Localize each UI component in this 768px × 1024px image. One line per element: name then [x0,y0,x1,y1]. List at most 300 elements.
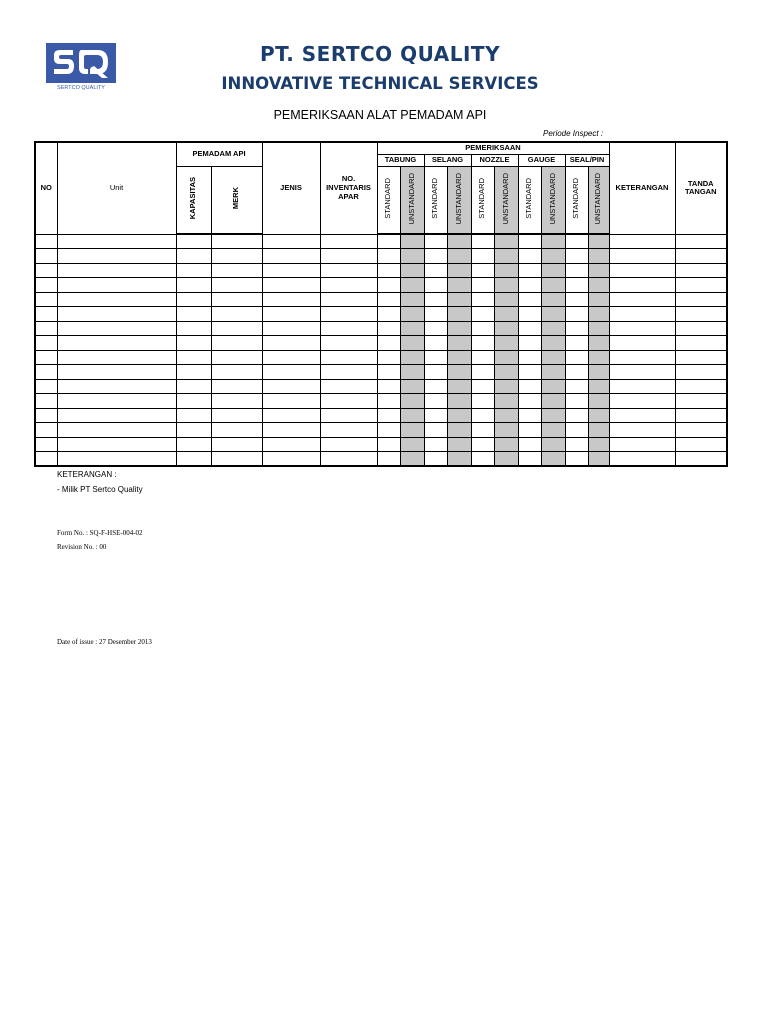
table-cell[interactable] [494,292,518,307]
table-cell[interactable] [57,379,176,394]
table-cell[interactable] [494,452,518,467]
table-cell[interactable] [518,321,541,336]
table-cell[interactable] [57,408,176,423]
table-cell[interactable] [471,278,494,293]
table-cell[interactable] [35,336,57,351]
table-cell[interactable] [588,307,609,322]
table-cell[interactable] [541,350,565,365]
table-cell[interactable] [675,336,727,351]
table-cell[interactable] [262,408,320,423]
table-cell[interactable] [35,263,57,278]
table-cell[interactable] [609,350,675,365]
table-cell[interactable] [176,307,211,322]
table-cell[interactable] [494,321,518,336]
table-cell[interactable] [588,394,609,409]
table-cell[interactable] [211,379,262,394]
table-cell[interactable] [565,321,588,336]
header-gauge: GAUGE [518,154,565,166]
table-cell[interactable] [176,437,211,452]
table-cell[interactable] [262,234,320,249]
table-cell[interactable] [400,379,424,394]
table-cell[interactable] [471,350,494,365]
table-cell[interactable] [518,394,541,409]
table-cell[interactable] [57,249,176,264]
table-cell[interactable] [588,437,609,452]
table-row [35,437,727,452]
table-cell[interactable] [211,234,262,249]
table-cell[interactable] [588,321,609,336]
table-cell[interactable] [471,452,494,467]
table-cell[interactable] [320,307,377,322]
table-cell[interactable] [565,292,588,307]
table-cell[interactable] [609,379,675,394]
table-cell[interactable] [541,452,565,467]
table-cell[interactable] [176,394,211,409]
table-cell[interactable] [424,379,447,394]
table-cell[interactable] [262,336,320,351]
table-cell[interactable] [377,263,400,278]
table-cell[interactable] [541,278,565,293]
table-cell[interactable] [320,278,377,293]
table-cell[interactable] [609,408,675,423]
table-cell[interactable] [447,249,471,264]
table-cell[interactable] [565,336,588,351]
table-cell[interactable] [609,307,675,322]
table-cell[interactable] [471,394,494,409]
table-cell[interactable] [176,234,211,249]
table-cell[interactable] [565,452,588,467]
table-cell[interactable] [471,307,494,322]
table-cell[interactable] [447,350,471,365]
table-cell[interactable] [57,452,176,467]
table-cell[interactable] [176,336,211,351]
table-cell[interactable] [518,350,541,365]
table-cell[interactable] [211,249,262,264]
table-cell[interactable] [320,234,377,249]
table-cell[interactable] [211,278,262,293]
table-cell[interactable] [57,307,176,322]
table-cell[interactable] [518,263,541,278]
header-no: NO [35,142,57,234]
table-cell[interactable] [211,408,262,423]
table-cell[interactable] [675,350,727,365]
table-cell[interactable] [400,307,424,322]
table-cell[interactable] [320,292,377,307]
table-cell[interactable] [541,394,565,409]
table-cell[interactable] [494,379,518,394]
table-cell[interactable] [447,423,471,438]
table-cell[interactable] [57,321,176,336]
table-cell[interactable] [541,408,565,423]
table-cell[interactable] [675,365,727,380]
table-cell[interactable] [320,437,377,452]
table-cell[interactable] [424,336,447,351]
table-cell[interactable] [518,365,541,380]
table-cell[interactable] [494,365,518,380]
table-cell[interactable] [424,234,447,249]
table-cell[interactable] [675,249,727,264]
table-cell[interactable] [320,321,377,336]
document-title: PEMERIKSAAN ALAT PEMADAM API [273,108,487,122]
table-cell[interactable] [588,350,609,365]
table-cell[interactable] [400,350,424,365]
table-cell[interactable] [400,437,424,452]
table-cell[interactable] [377,350,400,365]
table-cell[interactable] [176,263,211,278]
table-cell[interactable] [471,423,494,438]
table-cell[interactable] [609,321,675,336]
table-cell[interactable] [494,249,518,264]
table-cell[interactable] [377,321,400,336]
table-cell[interactable] [565,437,588,452]
table-cell[interactable] [424,423,447,438]
table-cell[interactable] [675,321,727,336]
table-cell[interactable] [471,263,494,278]
table-cell[interactable] [176,249,211,264]
table-cell[interactable] [424,437,447,452]
table-cell[interactable] [377,249,400,264]
table-cell[interactable] [541,263,565,278]
table-cell[interactable] [320,452,377,467]
table-cell[interactable] [377,437,400,452]
table-cell[interactable] [518,249,541,264]
table-cell[interactable] [424,365,447,380]
table-cell[interactable] [211,437,262,452]
gauge-standard: STANDARD [524,178,534,219]
table-cell[interactable] [565,263,588,278]
table-cell[interactable] [588,278,609,293]
table-cell[interactable] [588,408,609,423]
table-cell[interactable] [320,249,377,264]
table-cell[interactable] [565,307,588,322]
table-cell[interactable] [211,292,262,307]
table-cell[interactable] [518,408,541,423]
table-cell[interactable] [262,307,320,322]
table-cell[interactable] [588,263,609,278]
table-cell[interactable] [262,423,320,438]
table-cell[interactable] [588,234,609,249]
table-cell[interactable] [518,379,541,394]
table-cell[interactable] [57,394,176,409]
table-cell[interactable] [320,350,377,365]
table-cell[interactable] [447,365,471,380]
table-cell[interactable] [377,365,400,380]
table-cell[interactable] [675,452,727,467]
table-cell[interactable] [176,321,211,336]
table-cell[interactable] [320,365,377,380]
table-cell[interactable] [541,234,565,249]
table-cell[interactable] [471,292,494,307]
table-cell[interactable] [471,379,494,394]
table-cell[interactable] [588,365,609,380]
table-cell[interactable] [35,452,57,467]
table-cell[interactable] [35,292,57,307]
table-cell[interactable] [609,292,675,307]
table-cell[interactable] [494,350,518,365]
table-cell[interactable] [211,394,262,409]
table-cell[interactable] [57,278,176,293]
table-cell[interactable] [471,249,494,264]
table-cell[interactable] [518,307,541,322]
table-cell[interactable] [609,452,675,467]
table-cell[interactable] [176,423,211,438]
table-cell[interactable] [400,336,424,351]
table-cell[interactable] [211,452,262,467]
table-cell[interactable] [588,292,609,307]
table-cell[interactable] [35,321,57,336]
table-cell[interactable] [211,365,262,380]
table-cell[interactable] [447,336,471,351]
table-cell[interactable] [377,452,400,467]
table-cell[interactable] [565,379,588,394]
table-cell[interactable] [377,394,400,409]
table-cell[interactable] [35,423,57,438]
table-cell[interactable] [565,278,588,293]
table-cell[interactable] [565,365,588,380]
table-cell[interactable] [57,234,176,249]
table-cell[interactable] [320,336,377,351]
table-cell[interactable] [447,437,471,452]
table-cell[interactable] [494,408,518,423]
table-cell[interactable] [471,336,494,351]
table-cell[interactable] [675,408,727,423]
table-cell[interactable] [262,365,320,380]
table-cell[interactable] [518,423,541,438]
table-cell[interactable] [424,408,447,423]
table-cell[interactable] [541,379,565,394]
table-cell[interactable] [262,292,320,307]
table-cell[interactable] [320,379,377,394]
table-cell[interactable] [565,423,588,438]
table-cell[interactable] [541,365,565,380]
table-cell[interactable] [609,278,675,293]
table-cell[interactable] [211,336,262,351]
table-cell[interactable] [424,278,447,293]
table-cell[interactable] [57,350,176,365]
table-cell[interactable] [400,249,424,264]
table-cell[interactable] [494,394,518,409]
table-cell[interactable] [518,292,541,307]
table-cell[interactable] [609,394,675,409]
table-cell[interactable] [377,423,400,438]
table-cell[interactable] [377,234,400,249]
table-cell[interactable] [588,452,609,467]
table-cell[interactable] [400,423,424,438]
table-cell[interactable] [57,365,176,380]
table-cell[interactable] [541,423,565,438]
table-cell[interactable] [565,249,588,264]
table-cell[interactable] [675,278,727,293]
table-cell[interactable] [424,292,447,307]
table-cell[interactable] [262,379,320,394]
header-merk: MERK [231,187,241,210]
table-cell[interactable] [377,379,400,394]
table-cell[interactable] [447,408,471,423]
table-cell[interactable] [447,263,471,278]
table-cell[interactable] [609,437,675,452]
table-cell[interactable] [176,408,211,423]
table-cell[interactable] [447,379,471,394]
table-cell[interactable] [675,423,727,438]
table-cell[interactable] [211,263,262,278]
table-cell[interactable] [588,249,609,264]
table-cell[interactable] [377,278,400,293]
table-cell[interactable] [518,234,541,249]
table-cell[interactable] [494,437,518,452]
table-cell[interactable] [400,321,424,336]
table-cell[interactable] [447,394,471,409]
table-cell[interactable] [35,249,57,264]
table-cell[interactable] [518,437,541,452]
table-cell[interactable] [675,292,727,307]
table-cell[interactable] [541,307,565,322]
table-cell[interactable] [35,365,57,380]
table-cell[interactable] [377,307,400,322]
table-cell[interactable] [424,249,447,264]
table-cell[interactable] [35,394,57,409]
table-cell[interactable] [471,437,494,452]
table-cell[interactable] [471,321,494,336]
table-cell[interactable] [262,249,320,264]
table-cell[interactable] [424,452,447,467]
table-cell[interactable] [609,423,675,438]
table-cell[interactable] [518,336,541,351]
table-cell[interactable] [176,292,211,307]
table-cell[interactable] [320,423,377,438]
table-cell[interactable] [262,437,320,452]
table-cell[interactable] [35,350,57,365]
table-cell[interactable] [471,234,494,249]
table-cell[interactable] [494,423,518,438]
table-cell[interactable] [541,321,565,336]
table-cell[interactable] [57,263,176,278]
table-cell[interactable] [320,408,377,423]
table-cell[interactable] [565,234,588,249]
table-cell[interactable] [176,452,211,467]
table-cell[interactable] [57,437,176,452]
table-cell[interactable] [675,263,727,278]
table-cell[interactable] [400,365,424,380]
table-cell[interactable] [262,263,320,278]
table-cell[interactable] [447,321,471,336]
table-cell[interactable] [565,394,588,409]
table-cell[interactable] [447,452,471,467]
table-cell[interactable] [609,365,675,380]
table-cell[interactable] [494,263,518,278]
table-cell[interactable] [565,408,588,423]
table-cell[interactable] [400,263,424,278]
table-cell[interactable] [400,278,424,293]
table-cell[interactable] [57,292,176,307]
table-cell[interactable] [609,249,675,264]
table-cell[interactable] [675,437,727,452]
table-cell[interactable] [541,336,565,351]
table-cell[interactable] [35,278,57,293]
table-cell[interactable] [518,278,541,293]
table-cell[interactable] [609,234,675,249]
table-cell[interactable] [400,234,424,249]
table-cell[interactable] [494,234,518,249]
company-logo [46,43,116,91]
table-cell[interactable] [447,278,471,293]
table-cell[interactable] [494,278,518,293]
table-cell[interactable] [211,423,262,438]
table-cell[interactable] [57,423,176,438]
table-cell[interactable] [494,307,518,322]
header-no-inventaris: NO. INVENTARIS APAR [320,142,377,234]
table-cell[interactable] [675,379,727,394]
table-cell[interactable] [675,307,727,322]
table-cell[interactable] [211,307,262,322]
table-cell[interactable] [57,336,176,351]
seal-standard: STANDARD [571,178,581,219]
table-cell[interactable] [424,394,447,409]
table-cell[interactable] [35,307,57,322]
table-cell[interactable] [377,292,400,307]
table-cell[interactable] [471,365,494,380]
table-cell[interactable] [424,350,447,365]
table-cell[interactable] [565,350,588,365]
table-cell[interactable] [211,321,262,336]
table-cell[interactable] [447,292,471,307]
table-cell[interactable] [35,408,57,423]
table-cell[interactable] [588,423,609,438]
table-cell[interactable] [588,379,609,394]
table-cell[interactable] [541,249,565,264]
table-cell[interactable] [377,408,400,423]
table-cell[interactable] [262,321,320,336]
table-cell[interactable] [262,394,320,409]
table-cell[interactable] [262,350,320,365]
table-cell[interactable] [424,307,447,322]
table-cell[interactable] [541,437,565,452]
table-cell[interactable] [35,379,57,394]
date-of-issue: Date of issue : 27 Desember 2013 [57,638,152,646]
table-cell[interactable] [447,307,471,322]
table-cell[interactable] [424,263,447,278]
table-cell[interactable] [424,321,447,336]
table-cell[interactable] [471,408,494,423]
table-cell[interactable] [400,394,424,409]
table-cell[interactable] [400,408,424,423]
table-cell[interactable] [176,365,211,380]
table-cell[interactable] [588,336,609,351]
table-cell[interactable] [262,278,320,293]
table-cell[interactable] [176,278,211,293]
table-cell[interactable] [609,336,675,351]
table-cell[interactable] [377,336,400,351]
table-cell[interactable] [35,234,57,249]
table-cell[interactable] [541,292,565,307]
table-cell[interactable] [262,452,320,467]
table-cell[interactable] [176,379,211,394]
table-cell[interactable] [320,263,377,278]
table-cell[interactable] [400,452,424,467]
table-cell[interactable] [400,292,424,307]
table-cell[interactable] [518,452,541,467]
table-row [35,249,727,264]
table-cell[interactable] [675,234,727,249]
header-merk-cell [211,166,262,234]
table-cell[interactable] [35,437,57,452]
table-cell[interactable] [320,394,377,409]
table-cell[interactable] [609,263,675,278]
table-cell[interactable] [176,350,211,365]
table-cell[interactable] [447,234,471,249]
table-cell[interactable] [494,336,518,351]
table-cell[interactable] [675,394,727,409]
table-cell[interactable] [211,350,262,365]
